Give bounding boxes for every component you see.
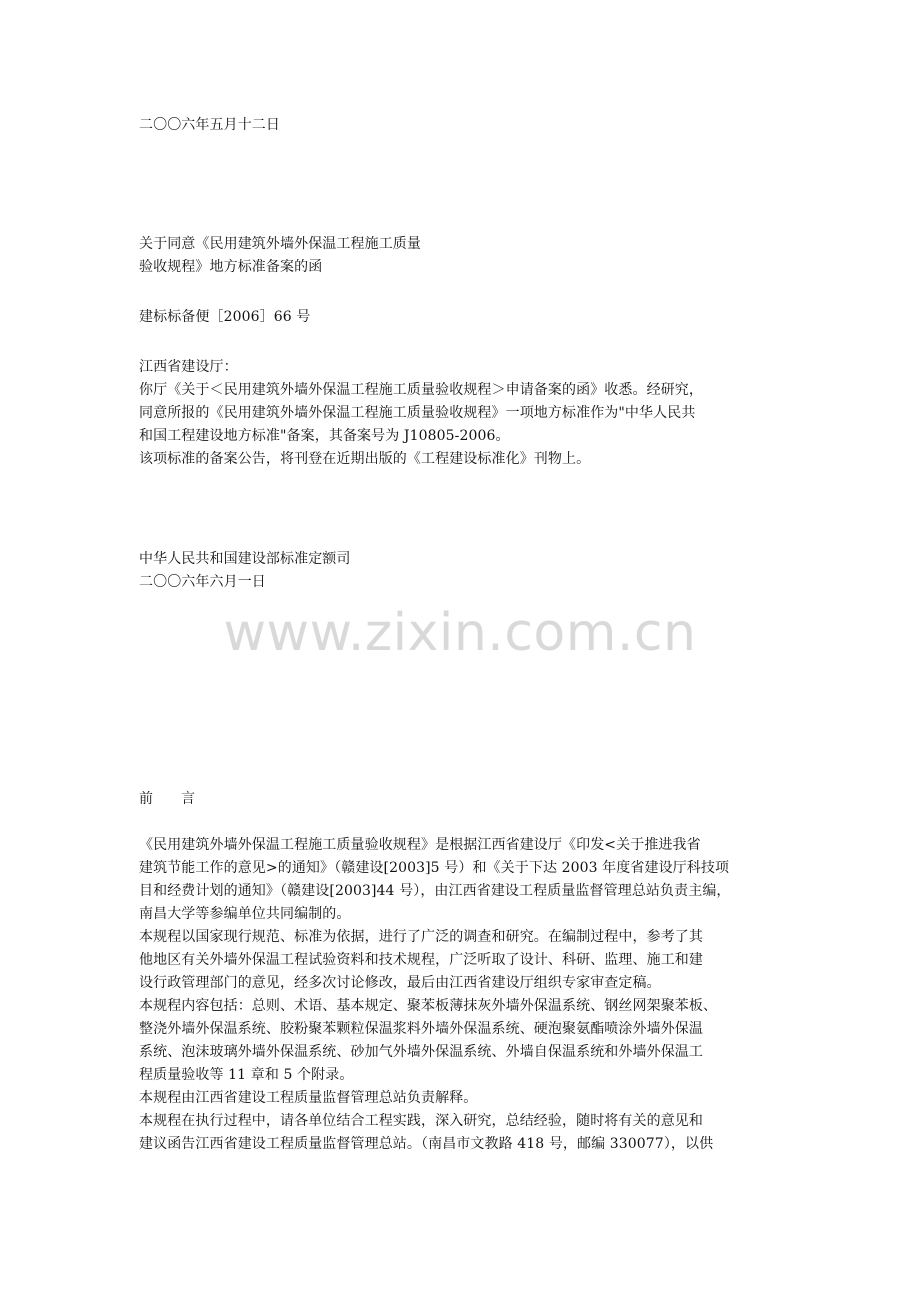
preface-paragraph-line: 他地区有关外墙外保温工程试验资料和技术规程，广泛听取了设计、科研、监理、施工和建 <box>139 952 703 968</box>
preface-paragraph-line: 建议函告江西省建设工程质量监督管理总站。（南昌市文教路 418 号，邮编 330077），以供 <box>139 1136 714 1152</box>
preface-paragraph-line: 南昌大学等参编单位共同编制的。 <box>139 906 351 922</box>
signature-organization: 中华人民共和国建设部标准定额司 <box>139 551 351 567</box>
preface-paragraph-line: 本规程在执行过程中，请各单位结合工程实践，深入研究，总结经验，随时将有关的意见和 <box>139 1113 703 1129</box>
recipient-line: 江西省建设厅： <box>139 359 238 375</box>
body-paragraph-line: 你厅《关于＜民用建筑外墙外保温工程施工质量验收规程＞申请备案的函》收悉。经研究， <box>139 382 703 398</box>
preface-paragraph-line: 整浇外墙外保温系统、胶粉聚苯颗粒保温浆料外墙外保温系统、硬泡聚氨酯喷涂外墙外保温 <box>139 1021 703 1037</box>
preface-paragraph-line: 系统、泡沫玻璃外墙外保温系统、砂加气外墙外保温系统、外墙自保温系统和外墙外保温工 <box>139 1044 703 1060</box>
preface-paragraph-line: 程质量验收等 11 章和 5 个附录。 <box>139 1067 354 1083</box>
site-watermark: www.zixin.com.cn <box>223 603 697 663</box>
preface-heading: 前 言 <box>139 791 195 807</box>
preface-paragraph-line: 目和经费计划的通知》（赣建设[2003]44 号），由江西省建设工程质量监督管理总站负责主编， <box>139 883 731 899</box>
preface-paragraph-line: 本规程内容包括：总则、术语、基本规定、聚苯板薄抹灰外墙外保温系统、钢丝网架聚苯板、 <box>139 998 718 1014</box>
signature-date: 二〇〇六年六月一日 <box>139 574 266 590</box>
preface-paragraph-line: 本规程由江西省建设工程质量监督管理总站负责解释。 <box>139 1090 478 1106</box>
document-date-top: 二〇〇六年五月十二日 <box>139 117 280 133</box>
body-paragraph-line: 和国工程建设地方标准"备案，其备案号为 J10805-2006。 <box>139 428 510 444</box>
preface-paragraph-line: 《民用建筑外墙外保温工程施工质量验收规程》是根据江西省建设厅《印发<关于推进我省 <box>139 837 701 853</box>
body-paragraph-line: 同意所报的《民用建筑外墙外保温工程施工质量验收规程》一项地方标准作为"中华人民共 <box>139 405 696 421</box>
preface-paragraph-line: 本规程以国家现行规范、标准为依据，进行了广泛的调查和研究。在编制过程中，参考了其 <box>139 929 703 945</box>
body-paragraph-line: 该项标准的备案公告，将刊登在近期出版的《工程建设标准化》刊物上。 <box>139 451 591 467</box>
preface-paragraph-line: 设行政管理部门的意见，经多次讨论修改，最后由江西省建设厅组织专家审查定稿。 <box>139 975 661 991</box>
preface-paragraph-line: 建筑节能工作的意见>的通知》（赣建设[2003]5 号）和《关于下达 2003 年度省建设厅科技项 <box>139 860 730 876</box>
letter-title-line-1: 关于同意《民用建筑外墙外保温工程施工质量 <box>139 236 421 252</box>
document-number: 建标标备便［2006］66 号 <box>139 309 311 325</box>
letter-title-line-2: 验收规程》地方标准备案的函 <box>139 259 323 275</box>
